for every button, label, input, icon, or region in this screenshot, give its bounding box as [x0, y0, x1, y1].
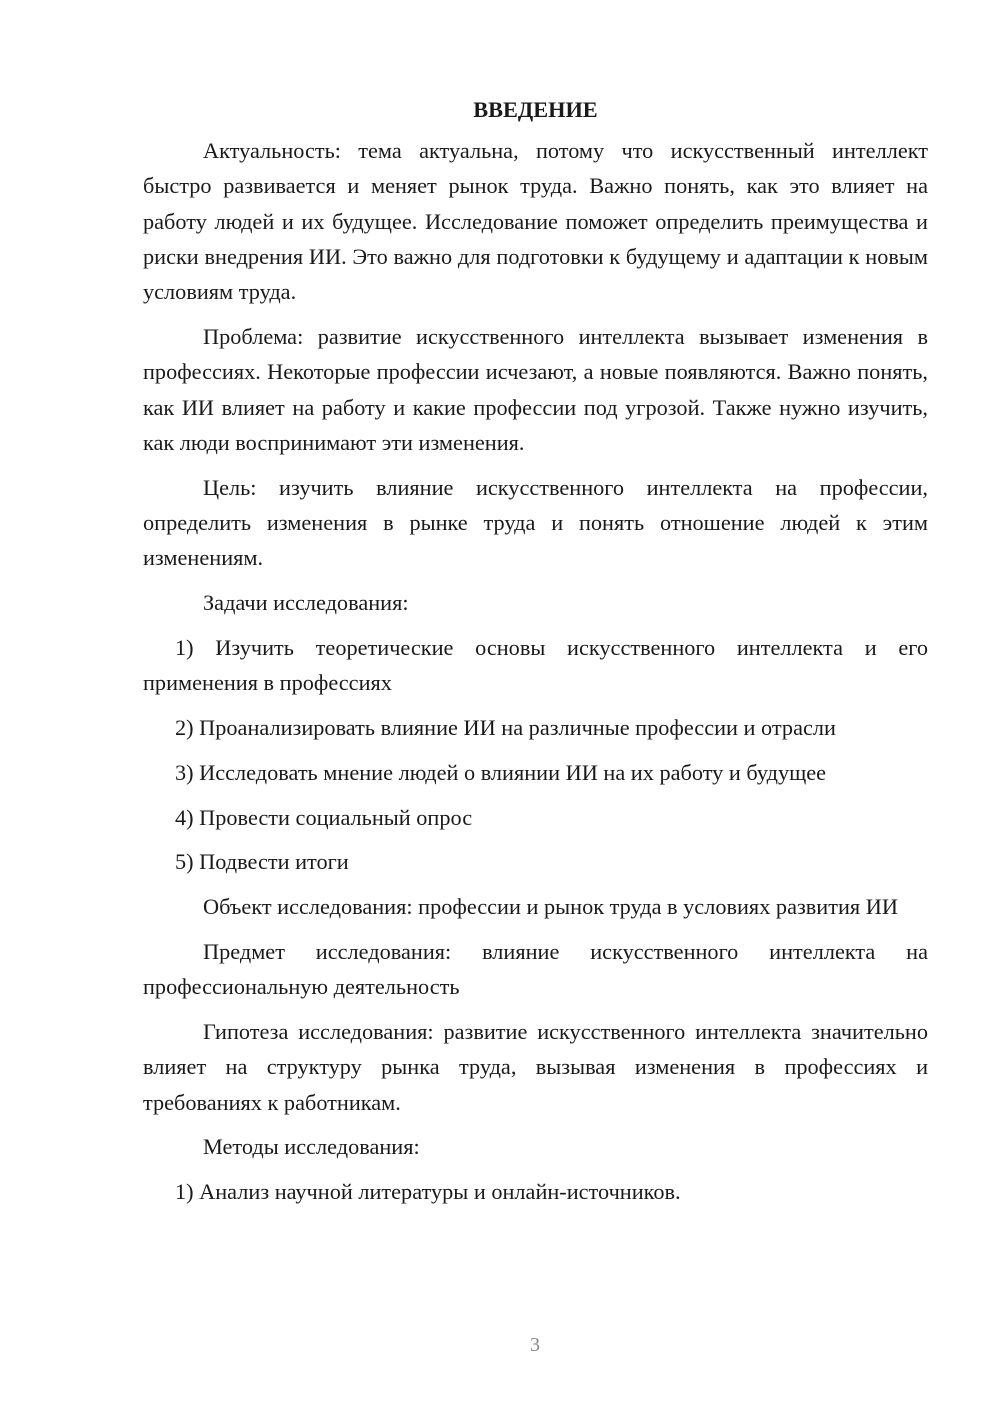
tasks-heading: Задачи исследования:: [203, 590, 409, 616]
task-item: 4) Провести социальный опрос: [175, 804, 473, 830]
task-item: 5) Подвести итоги: [175, 849, 349, 875]
subject-paragraph: Предмет исследования: влияние искусственного интеллекта на профессиональную деятельность: [143, 938, 928, 1000]
page-number: 3: [530, 1334, 540, 1356]
task-item: 2) Проанализировать влияние ИИ на различные профессии и отрасли: [175, 714, 836, 740]
method-item: 1) Анализ научной литературы и онлайн-источников.: [175, 1179, 681, 1205]
hypothesis-paragraph: Гипотеза исследования: развитие искусственного интеллекта значительно влияет на структуру рынка труда, вызывая изменения в профессиях и требованиях к работникам.: [143, 1019, 928, 1115]
goal-paragraph: Цель: изучить влияние искусственного интеллекта на профессии, определить изменения в рынке труда и понять отношение людей к этим изменениям.: [143, 474, 928, 571]
task-item: 3) Исследовать мнение людей о влиянии ИИ на их работу и будущее: [175, 759, 827, 785]
relevance-paragraph: Актуальность: тема актуальна, потому что искусственный интеллект быстро развивается и меняет рынок труда. Важно понять, как это влияет на работу людей и их будущее. Исследование поможет определить преимущества и риски внедрения ИИ. Это важно для подготовки к будущему и адаптации к новым условиям труда.: [143, 138, 928, 305]
object-paragraph: Объект исследования: профессии и рынок труда в условиях развития ИИ: [203, 894, 898, 920]
problem-paragraph: Проблема: развитие искусственного интеллекта вызывает изменения в профессиях. Некоторые профессии исчезают, а новые появляются. Важно понять, как ИИ влияет на работу и какие профессии под угрозой. Также нужно изучить, как люди воспринимают эти изменения.: [143, 323, 928, 455]
page-title: ВВЕДЕНИЕ: [473, 97, 598, 122]
methods-heading: Методы исследования:: [203, 1134, 420, 1160]
task-item: 1) Изучить теоретические основы искусственного интеллекта и его применения в профессиях: [143, 634, 928, 696]
page-content: [143, 92, 928, 1219]
